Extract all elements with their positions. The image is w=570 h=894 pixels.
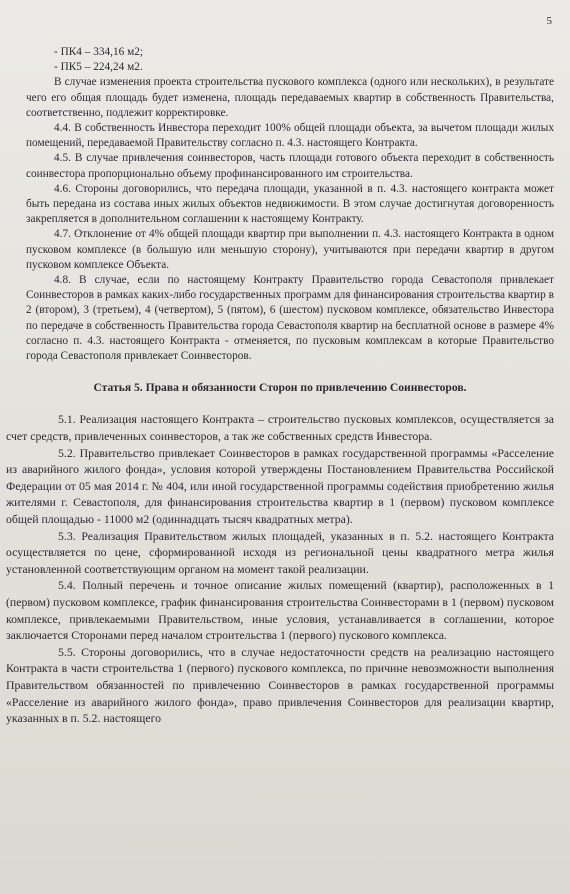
paragraph-5-2: 5.2. Правительство привлекает Соинвесторов в рамках государственной программы «Расселение из аварийного жилого фонда», условия которой утверждены Постановлением Правительства Российской Федерации от 05 мая 2014 г. № 404, или иной государственной программы содействия приобретению жилья жителями г. Севастополя, для финансирования строительства квартир в 1 (первом) пусковом комплексе общей площадью - 11000 м2 (одиннадцать тысяч квадратных метра).: [6, 445, 554, 527]
list-item-pk5: - ПК5 – 224,24 м2.: [54, 61, 143, 74]
paragraph-5-4: 5.4. Полный перечень и точное описание жилых помещений (квартир), расположенных в 1 (первом) пусковом комплексе, график финансирования строительства Соинвесторами в 1 (первом) пусковом комплексе, привлекаемыми Правительством, иные условия, устанавливается в соглашении, которое заключается Сторонами перед началом строительства 1 (первого) пускового комплекса.: [6, 578, 554, 643]
paragraph-area-change: В случае изменения проекта строительства пускового комплекса (одного или нескольких), в результате чего его общая площадь будет изменена, площадь передаваемых квартир в собственность Правительства, соответственно, подлежит корректировке.: [26, 76, 554, 119]
paragraph-4-5: 4.5. В случае привлечения соинвесторов, часть площади готового объекта переходит в собственность соинвестора пропорционально объему профинансированного им строительства.: [26, 152, 554, 180]
paragraph-4-7: 4.7. Отклонение от 4% общей площади квартир при выполнении п. 4.3. настоящего Контракта в одном пусковом комплексе (в большую или меньшую сторону), учитываются при передачи квартир в другом пусковом комплексе Объекта.: [26, 228, 554, 271]
paragraph-5-3: 5.3. Реализация Правительством жилых площадей, указанных в п. 5.2. настоящего Контракта осуществляется по цене, сформированной исходя из региональной цены квадратного метра жилья установленной соответствующим органом на момент такой реализации.: [6, 528, 554, 576]
list-item-pk4: - ПК4 – 334,16 м2;: [54, 46, 144, 58]
paragraph-5-1: 5.1. Реализация настоящего Контракта – строительство пусковых комплексов, осуществляется за счет средств, привлеченных соинвесторов, а так же собственных средств Инвестора.: [6, 412, 554, 444]
document-body: [6, 45, 554, 727]
article-5-body: [6, 411, 554, 726]
page-number: 5: [546, 15, 552, 27]
paragraph-4-8: 4.8. В случае, если по настоящему Контракту Правительство города Севастополя привлекает Соинвесторов в рамках каких-либо государственных программ для финансирования строительства квартир в 2 (втором), 3 (третьем), 4 (четвертом), 5 (пятом), 6 (шестом) пусковом комплексе, обязательство Инвестора по передаче в собственность Правительства города Севастополя квартир на бесплатной основе в размере 4% согласно п. 4.3. настоящего Контракта - отменяется, по пусковым комплексам в которые Правительство города Севастополя привлекает Соинвесторов.: [26, 274, 554, 363]
paragraph-4-6: 4.6. Стороны договорились, что передача площади, указанной в п. 4.3. настоящего контракта может быть передана из состава иных жилых объектов недвижимости. В этом случае достигнутая договоренность закрепляется в дополнительном соглашении к настоящему Контракту.: [26, 182, 554, 226]
article-5-heading: Статья 5. Права и обязанности Сторон по привлечению Соинвесторов.: [93, 381, 467, 395]
paragraph-5-5: 5.5. Стороны договорились, что в случае недостаточности средств на реализацию настоящего Контракта в части строительства 1 (первого) пускового комплекса, по причине невозможности выполнения Правительством обязанностей по привлечению Соинвесторов в рамках государственной программы «Расселение из аварийного жилого фонда», право привлечения Соинвесторов для реализации квартир, указанных в п. 5.2. настоящего: [6, 644, 554, 726]
paragraph-4-4: 4.4. В собственность Инвестора переходит 100% общей площади объекта, за вычетом площади жилых помещений, передаваемой Правительству согласно п. 4.3. настоящего Контракта.: [26, 122, 554, 150]
